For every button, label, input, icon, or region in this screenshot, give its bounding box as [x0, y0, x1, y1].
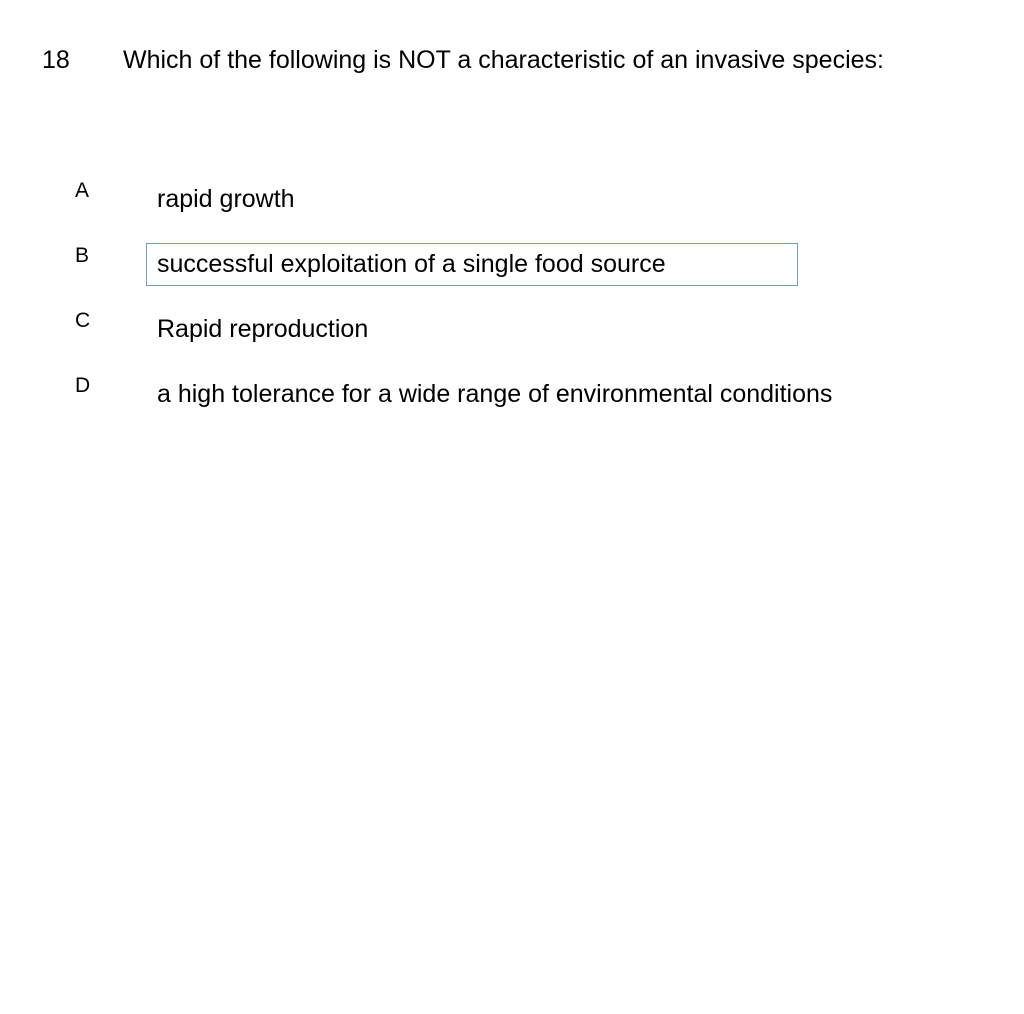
option-letter-d: D [75, 374, 91, 397]
answer-option-d[interactable] [0, 373, 1024, 417]
option-letter-c: C [75, 309, 91, 332]
answer-option-a[interactable] [0, 178, 1024, 222]
option-text-d[interactable]: a high tolerance for a wide range of environmental conditions [157, 380, 833, 408]
question-text: Which of the following is NOT a characteristic of an invasive species: [123, 46, 884, 74]
answer-option-b[interactable] [0, 243, 1024, 287]
answer-option-c[interactable] [0, 308, 1024, 352]
option-letter-a: A [75, 179, 90, 202]
option-text-b[interactable]: successful exploitation of a single food source [146, 243, 798, 286]
option-text-c[interactable]: Rapid reproduction [157, 315, 369, 343]
option-letter-b: B [75, 244, 90, 267]
option-text-a[interactable]: rapid growth [157, 185, 295, 213]
question-number: 18 [42, 46, 70, 74]
